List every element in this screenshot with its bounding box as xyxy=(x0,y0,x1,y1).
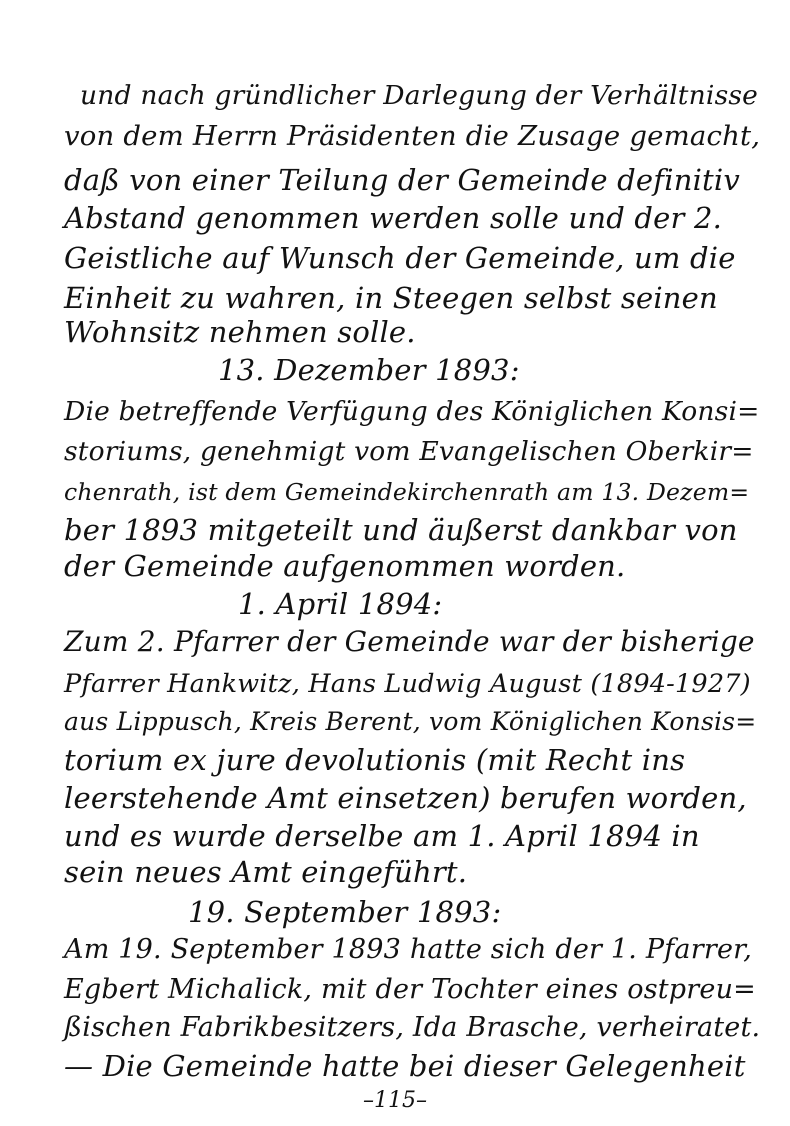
date-heading-sep-1893: 19. September 1893: xyxy=(188,895,502,929)
text-line-5: Geistliche auf Wunsch der Gemeinde, um die xyxy=(64,241,736,275)
text-line-16: Pfarrer Hankwitz, Hans Ludwig August (1894-1927) xyxy=(64,669,751,699)
text-line-3: daß von einer Teilung der Gemeinde definitiv xyxy=(64,163,740,197)
text-line-15: Zum 2. Pfarrer der Gemeinde war der bisherige xyxy=(64,625,755,658)
text-line-11: chenrath, ist dem Gemeindekirchenrath am 13. Dezem= xyxy=(64,478,750,506)
text-line-21: sein neues Amt eingeführt. xyxy=(64,855,468,889)
text-line-7: Wohnsitz nehmen solle. xyxy=(64,315,416,349)
text-line-24: Egbert Michalick, mit der Tochter eines ostpreu= xyxy=(64,974,756,1005)
text-line-18: torium ex jure devolutionis (mit Recht ins xyxy=(64,743,686,777)
text-line-17: aus Lippusch, Kreis Berent, vom Königlichen Konsis= xyxy=(64,707,757,736)
text-line-9: Die betreffende Verfügung des Königlichen Konsi= xyxy=(64,396,760,427)
text-line-4: Abstand genommen werden solle und der 2. xyxy=(64,201,723,235)
date-heading-dec-1893: 13. Dezember 1893: xyxy=(218,353,520,387)
page-number: –115– xyxy=(363,1088,427,1113)
text-line-20: und es wurde derselbe am 1. April 1894 in xyxy=(64,819,700,853)
text-line-19: leerstehende Amt einsetzen) berufen worden, xyxy=(64,781,747,815)
text-line-1: und nach gründlicher Darlegung der Verhältnisse xyxy=(80,80,759,111)
text-line-25: ßischen Fabrikbesitzers, Ida Brasche, verheiratet. xyxy=(64,1012,761,1043)
date-heading-apr-1894: 1. April 1894: xyxy=(238,587,443,621)
text-line-2: von dem Herrn Präsidenten die Zusage gemacht, xyxy=(64,120,761,152)
text-line-12: ber 1893 mitgeteilt und äußerst dankbar von xyxy=(64,513,738,547)
text-line-6: Einheit zu wahren, in Steegen selbst seinen xyxy=(64,281,718,315)
text-line-13: der Gemeinde aufgenommen worden. xyxy=(64,549,626,583)
text-line-26: — Die Gemeinde hatte bei dieser Gelegenheit xyxy=(64,1049,746,1083)
text-line-10: storiums, genehmigt vom Evangelischen Oberkir= xyxy=(64,436,754,467)
text-line-23: Am 19. September 1893 hatte sich der 1. Pfarrer, xyxy=(64,934,753,965)
